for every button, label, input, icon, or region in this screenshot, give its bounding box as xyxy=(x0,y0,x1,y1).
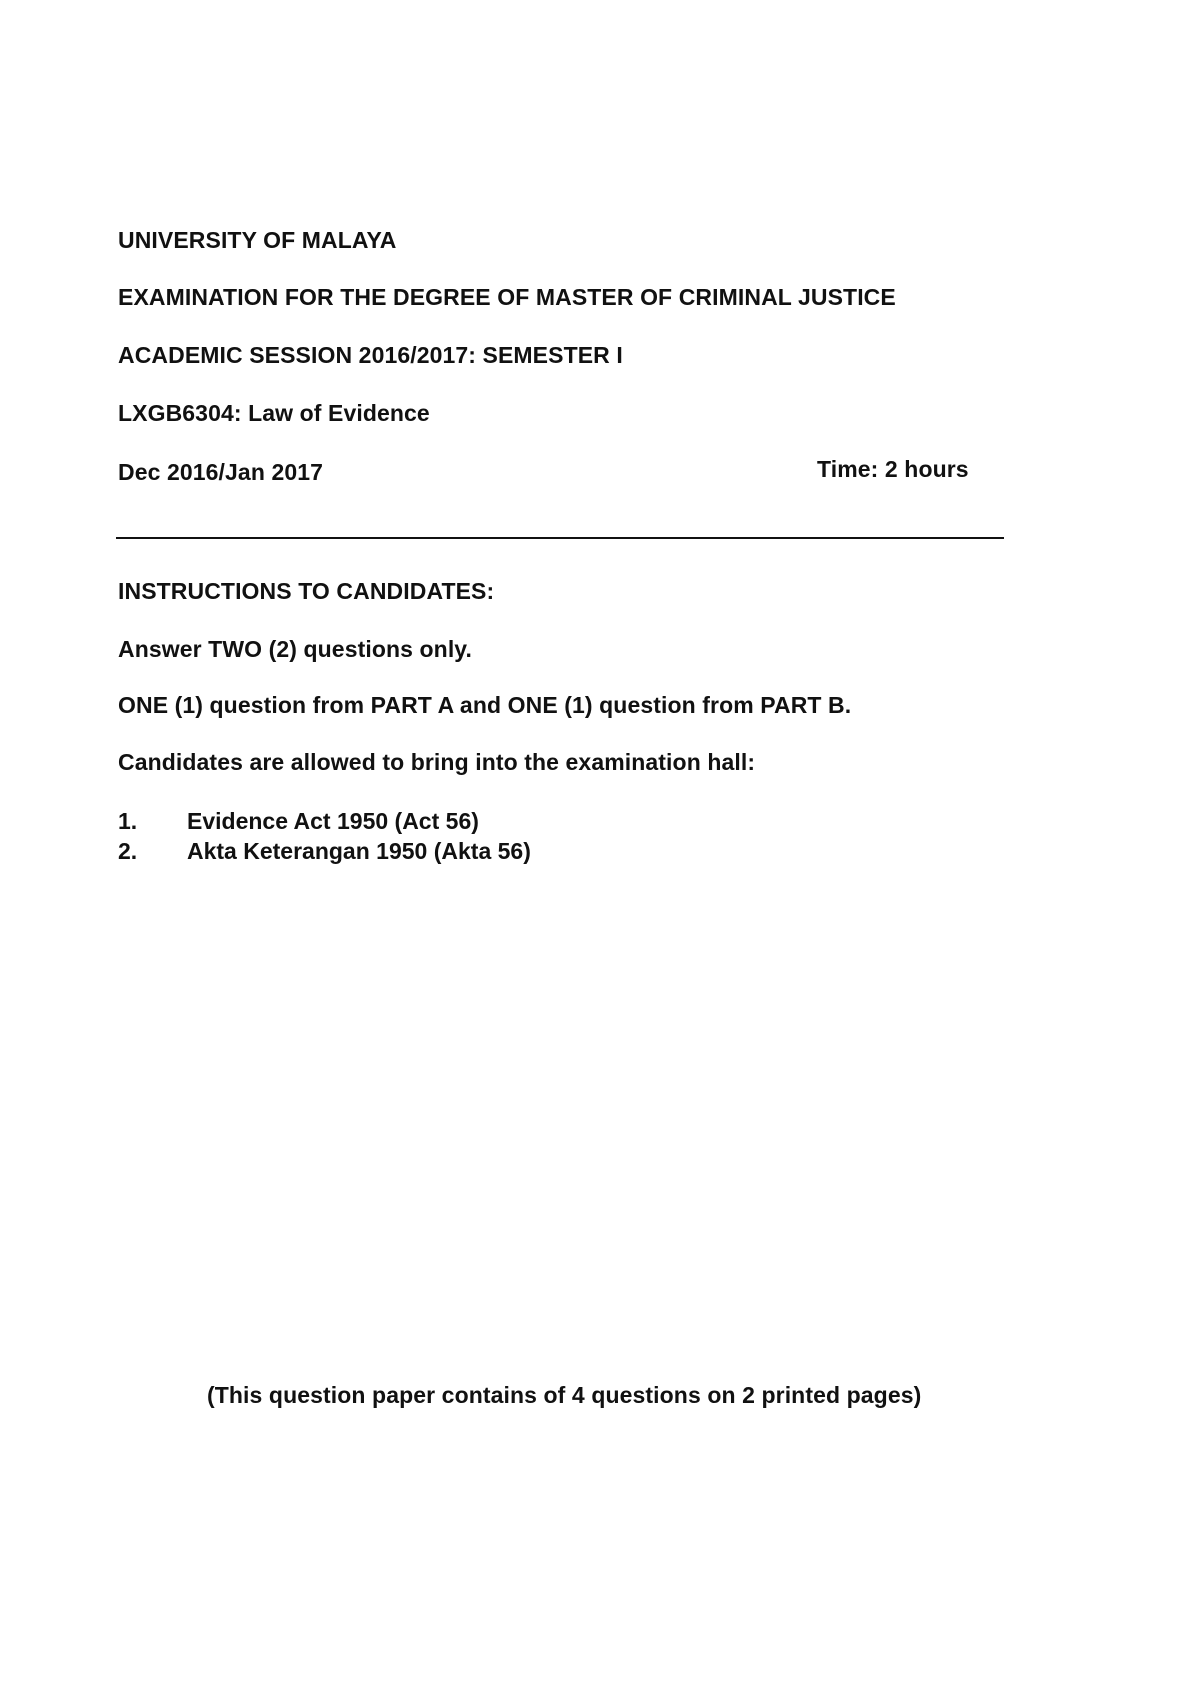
allowed-item-number: 1. xyxy=(118,808,138,834)
instruction-line: Candidates are allowed to bring into the examination hall: xyxy=(118,749,756,775)
allowed-item-text: Akta Keterangan 1950 (Akta 56) xyxy=(187,838,531,864)
allowed-item-number: 2. xyxy=(118,838,138,864)
instruction-line: ONE (1) question from PART A and ONE (1) question from PART B. xyxy=(118,692,852,718)
exam-date: Dec 2016/Jan 2017 xyxy=(118,459,324,485)
instructions-heading: INSTRUCTIONS TO CANDIDATES: xyxy=(118,578,495,604)
allowed-item xyxy=(118,838,531,865)
course-title: LXGB6304: Law of Evidence xyxy=(118,400,430,426)
examination-title: EXAMINATION FOR THE DEGREE OF MASTER OF CRIMINAL JUSTICE xyxy=(118,284,896,310)
university-name: UNIVERSITY OF MALAYA xyxy=(118,227,397,253)
academic-session: ACADEMIC SESSION 2016/2017: SEMESTER I xyxy=(118,342,623,368)
instruction-line: Answer TWO (2) questions only. xyxy=(118,636,472,662)
horizontal-divider xyxy=(116,537,1004,539)
page-count-note: (This question paper contains of 4 questions on 2 printed pages) xyxy=(207,1382,922,1408)
exam-duration: Time: 2 hours xyxy=(817,456,969,482)
allowed-item-text: Evidence Act 1950 (Act 56) xyxy=(187,808,479,834)
allowed-item xyxy=(118,808,479,835)
